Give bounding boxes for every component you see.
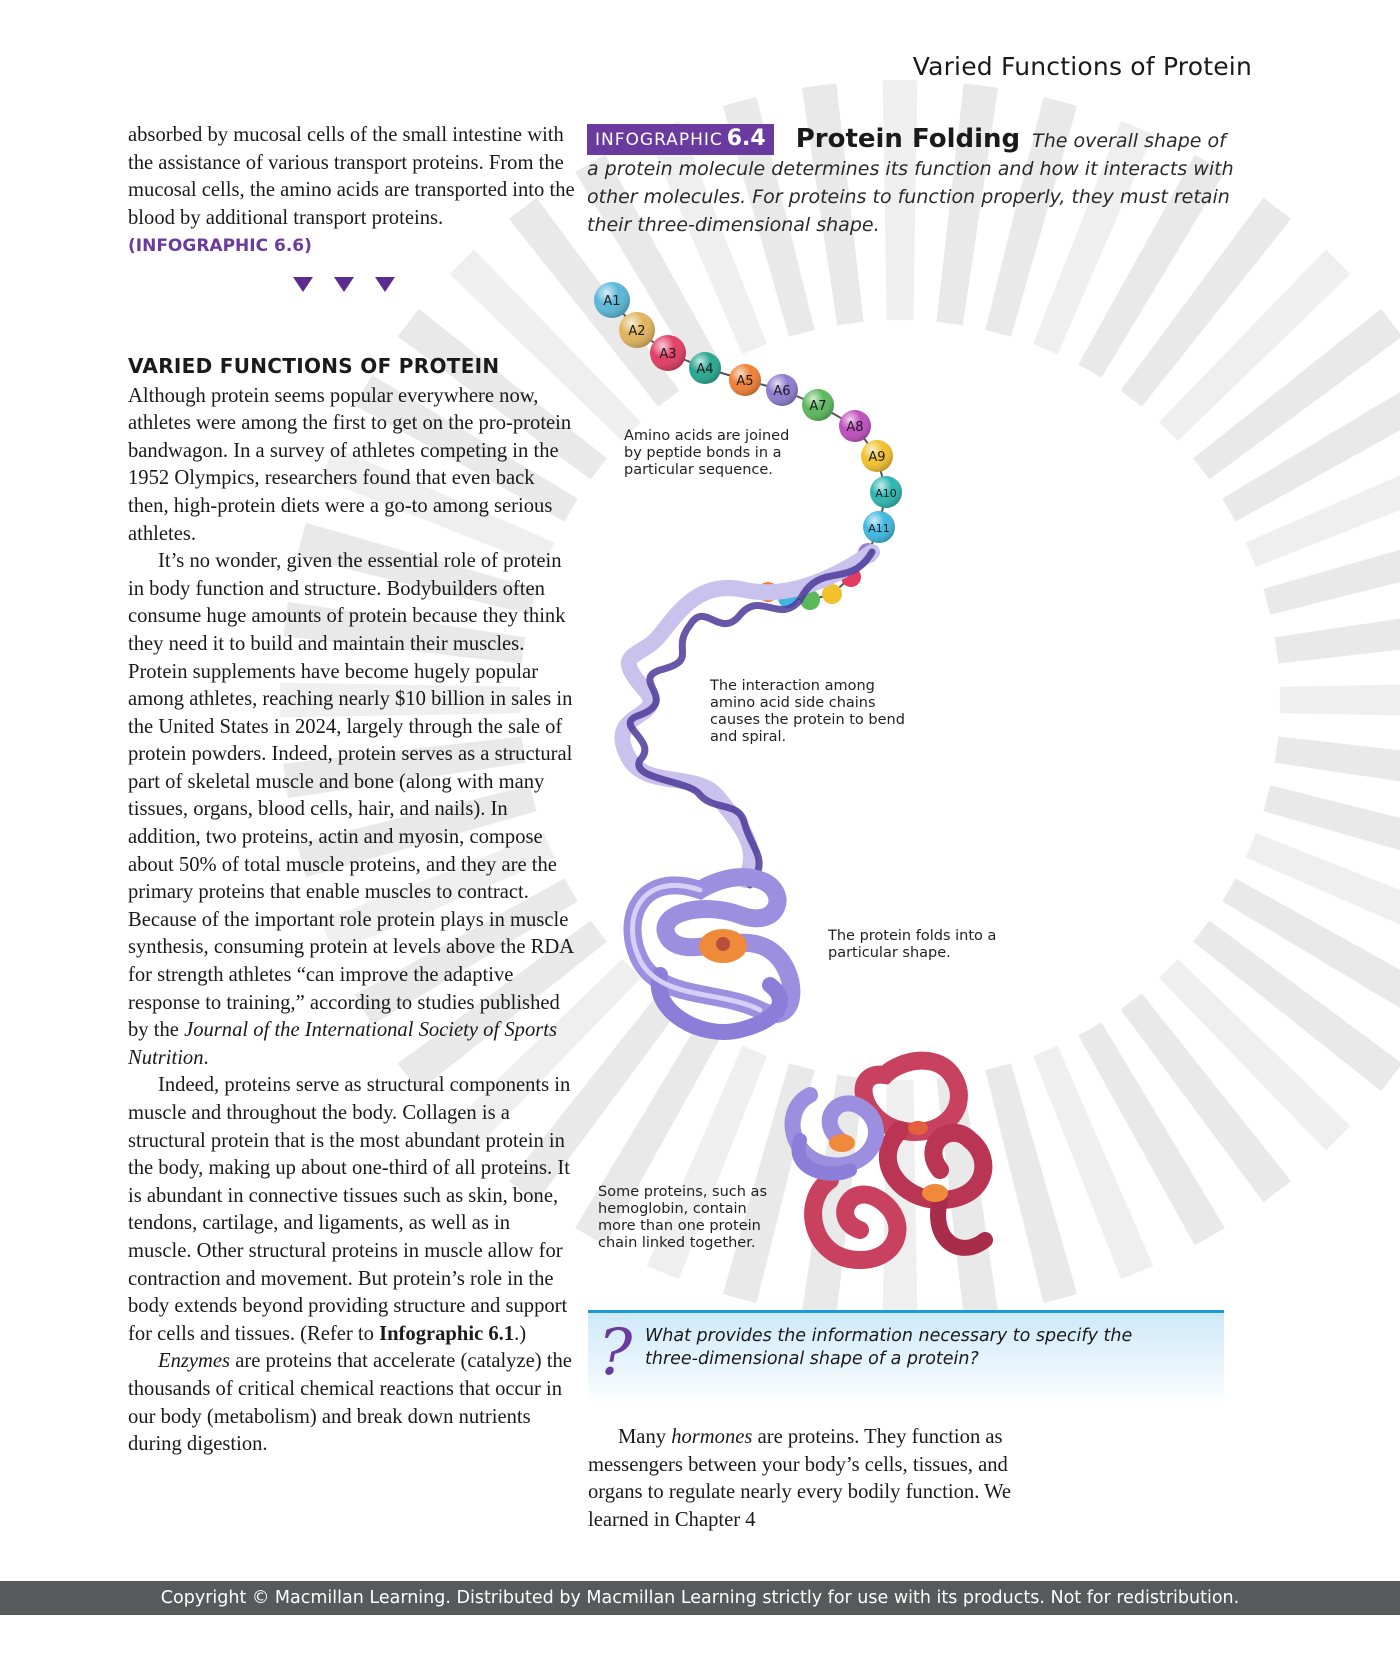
question-text: What provides the information necessary to specify the three-dimensional shape of a protein? [645, 1326, 1133, 1369]
infographic-title: Protein Folding [795, 124, 1021, 154]
body-paragraph: Although protein seems popular everywhere now, athletes were among the first to get on the pro-protein bandwagon. In a survey of athletes competing in the 1952 Olympics, researchers found that even back then, high-protein diets were a go-to among serious athletes. [128, 384, 572, 545]
amino-acid-label: A6 [773, 384, 791, 399]
caption-fold: The protein folds into a particular shape. [828, 928, 997, 961]
question-box [588, 1310, 1224, 1405]
key-term: Enzymes [158, 1350, 231, 1373]
body-paragraph: Indeed, proteins serve as structural components in muscle and throughout the body. Collagen is a structural protein that is the most abundant protein in the body, making up about one-third of all proteins. It is abundant in connective tissues such as skin, bone, tendons, cartilage, and ligaments, as well as in muscle. Other structural proteins in muscle allow for contraction and movement. But protein’s role in the body extends beyond providing structure and support for cells and tissues. (Refer to Infographic 6.1.) [128, 1074, 571, 1345]
amino-acid-label: A3 [659, 347, 677, 362]
amino-acid-label: A7 [809, 399, 827, 414]
hemoglobin-complex [793, 1061, 985, 1260]
amino-acid-label: A8 [846, 420, 864, 435]
caption-sequence: Amino acids are joined by peptide bonds in a particular sequence. [624, 428, 790, 478]
caption-multi-chain: Some proteins, such as hemoglobin, contain more than one protein chain linked together. [598, 1184, 768, 1251]
body-paragraph: Enzymes are proteins that accelerate (catalyze) the thousands of critical chemical reactions that occur in our body (metabolism) and break down nutrients during digestion. [128, 1350, 572, 1456]
amino-acid-label: A10 [875, 487, 897, 500]
question-mark-icon: ? [598, 1316, 633, 1390]
amino-acid-label: A9 [868, 450, 886, 465]
amino-acid-label: A1 [603, 294, 621, 309]
copyright-footer: Copyright © Macmillan Learning. Distributed by Macmillan Learning strictly for use with its products. Not for redistribution. [0, 1581, 1400, 1615]
key-term: hormones [671, 1426, 753, 1448]
journal-title: Journal of the International Society of Sports Nutrition [128, 1019, 557, 1069]
amino-acid-label: A2 [628, 324, 646, 339]
body-paragraph: Many hormones are proteins. They function as messengers between your body’s cells, tissues, and organs to regulate nearly every bodily function. We learned in Chapter 4 [588, 1426, 1012, 1531]
folded-protein [633, 877, 792, 1032]
amino-acid-label: A11 [868, 522, 890, 535]
intro-paragraph: absorbed by mucosal cells of the small intestine with the assistance of various transport proteins. From the mucosal cells, the amino acids are transported into the blood by additional transport proteins. (INFOGRAPHIC 6.6) [128, 124, 575, 257]
infographic-reference[interactable]: Infographic 6.1 [379, 1322, 515, 1345]
infographic-subtitle: The overall shape of a protein molecule determines its function and how it interacts with other molecules. For proteins to function properly, they must retain their three-dimensional shape. [587, 130, 1234, 236]
right-column-body [588, 1424, 1028, 1534]
section-heading: VARIED FUNCTIONS OF PROTEIN [128, 353, 500, 378]
amino-acid-label: A5 [736, 374, 754, 389]
caption-spiral: The interaction among amino acid side chains causes the protein to bend and spiral. [710, 678, 905, 745]
amino-acid-label: A4 [696, 362, 714, 377]
infographic-badge: INFOGRAPHIC 6.4 [587, 124, 774, 155]
body-paragraph: It’s no wonder, given the essential role of protein in body function and structure. Bodybuilders often consume huge amounts of protein because they think they need it to build and maintain their muscles. Protein supplements have become hugely popular among athletes, reaching nearly $10 billion in sales in the United States in 2024, largely through the sale of protein powders. Indeed, protein serves as a structural part of skeletal muscle and bone (along with many tissues, organs, blood cells, hair, and nails). In addition, two proteins, actin and myosin, compose about 50% of total muscle proteins, and they are the primary proteins that enable muscles to contract. Because of the important role protein plays in muscle synthesis, consuming protein at levels above the RDA for strength athletes “can improve the adaptive response to training,” according to studies published by the Journal of the International Society of Sports Nutrition. [128, 550, 573, 1069]
running-head: Varied Functions of Protein [912, 52, 1252, 81]
infographic-reference-link[interactable]: (INFOGRAPHIC 6.6) [128, 236, 312, 257]
